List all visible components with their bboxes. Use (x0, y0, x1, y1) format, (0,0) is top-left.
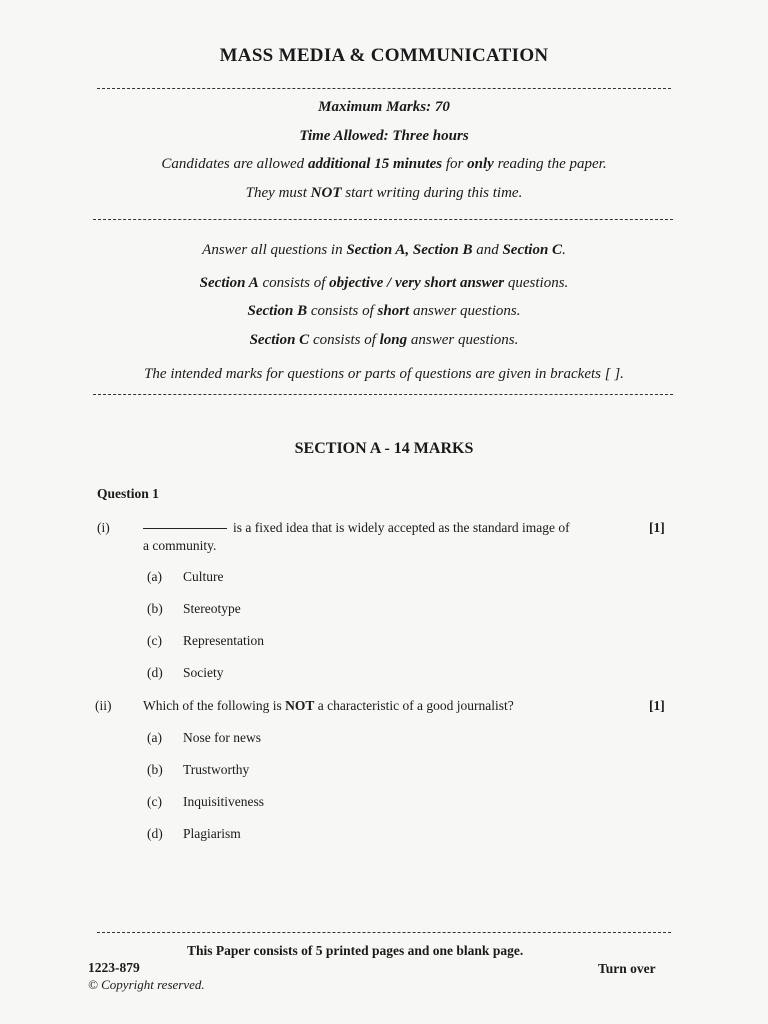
option-text: Plagiarism (183, 826, 241, 841)
option-text: Society (183, 665, 224, 680)
paper-code: 1223-879 (88, 960, 140, 975)
question-text-continued: a community. (143, 538, 217, 553)
max-marks: Maximum Marks: 70 (318, 99, 450, 115)
marks-badge: [1] (649, 520, 665, 535)
option-text: Inquisitiveness (183, 794, 264, 809)
footer-divider (97, 932, 671, 933)
divider-middle (93, 219, 673, 220)
option-letter: (a) (147, 730, 162, 745)
time-allowed: Time Allowed: Three hours (299, 128, 469, 144)
marks-badge: [1] (649, 698, 665, 713)
divider-bottom (93, 394, 673, 395)
option-letter: (a) (147, 569, 162, 584)
option-text: Trustworthy (183, 762, 250, 777)
answer-all-instruction: Answer all questions in Section A, Section B and Section C. (202, 242, 566, 258)
section-c-instruction: Section C consists of long answer questions. (249, 332, 519, 348)
pages-note: This Paper consists of 5 printed pages and one blank page. (187, 943, 524, 958)
option-letter: (c) (147, 633, 162, 648)
option-letter: (c) (147, 794, 162, 809)
question-label: Question 1 (97, 486, 159, 501)
section-a-instruction: Section A consists of objective / very short answer questions. (199, 275, 569, 291)
answer-blank (143, 528, 227, 529)
option-text: Nose for news (183, 730, 261, 745)
copyright: © Copyright reserved. (88, 977, 205, 992)
question-text: is a fixed idea that is widely accepted as the standard image of (143, 520, 570, 536)
question-number: (ii) (95, 698, 112, 713)
marks-brackets-note: The intended marks for questions or parts of questions are given in brackets [ ]. (144, 366, 624, 382)
section-b-instruction: Section B consists of short answer questions. (247, 303, 521, 319)
option-letter: (d) (147, 665, 163, 680)
question-number: (i) (97, 520, 110, 535)
divider-top (97, 88, 671, 89)
reading-time-note: Candidates are allowed additional 15 minutes for only reading the paper. (161, 156, 607, 172)
option-letter: (b) (147, 601, 163, 616)
section-a-heading: SECTION A - 14 MARKS (294, 440, 474, 457)
option-letter: (d) (147, 826, 163, 841)
option-text: Culture (183, 569, 224, 584)
paper-title: MASS MEDIA & COMMUNICATION (219, 45, 549, 66)
option-text: Stereotype (183, 601, 241, 616)
option-text: Representation (183, 633, 264, 648)
no-writing-note: They must NOT start writing during this time. (245, 185, 523, 201)
turn-over: Turn over (598, 961, 656, 976)
question-text: Which of the following is NOT a characteristic of a good journalist? (143, 698, 514, 713)
option-letter: (b) (147, 762, 163, 777)
